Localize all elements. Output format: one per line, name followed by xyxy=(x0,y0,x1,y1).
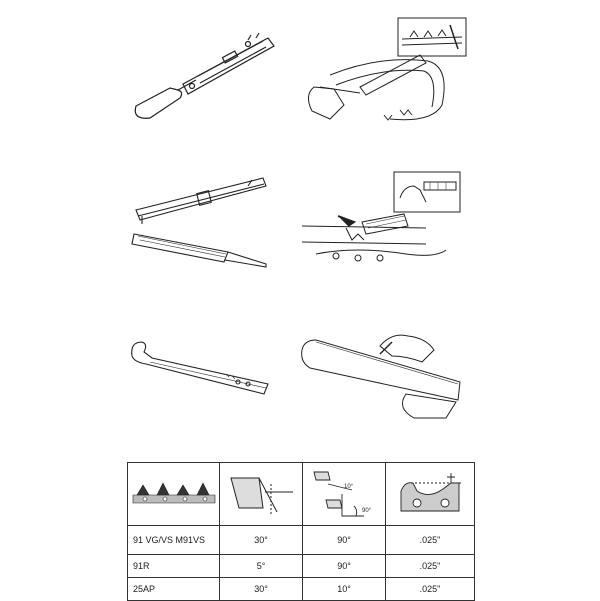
depth-gauge-cell: .025" xyxy=(386,526,475,555)
direction-arrow xyxy=(338,216,354,226)
file-handle xyxy=(135,88,181,118)
side-plate-angle-cell: 90° xyxy=(303,526,386,555)
depth-gauge-cell: .025" xyxy=(386,578,475,601)
model-cell: 25AP xyxy=(128,578,220,601)
checking-bar-rails xyxy=(296,322,466,420)
file-guide-with-handle xyxy=(128,28,278,120)
depth-gauge-tool-and-flat-file xyxy=(128,172,273,272)
upper-hand xyxy=(380,335,434,362)
table-row xyxy=(128,526,475,555)
side-plate-angle-icon-cell xyxy=(303,463,386,526)
side-plate-angle-cell: 90° xyxy=(303,555,386,578)
table-row xyxy=(128,578,475,601)
table-header-row xyxy=(128,463,475,526)
table-row xyxy=(128,555,475,578)
top-plate-angle-cell: 30° xyxy=(220,526,303,555)
depth-gauge-filing xyxy=(296,168,466,278)
side-angle-label: 90° xyxy=(362,508,372,514)
depth-gauge-icon-cell xyxy=(386,463,475,526)
filing-on-bar-chain xyxy=(300,15,470,125)
saw-chain-icon xyxy=(131,475,217,511)
chain-icon-cell xyxy=(128,463,220,526)
side-plate-angle-icon xyxy=(306,466,382,520)
spec-table xyxy=(127,462,475,601)
hand xyxy=(308,87,344,119)
model-cell: 91R xyxy=(128,555,220,578)
depth-gauge-tool xyxy=(136,178,266,220)
top-plate-angle-cell: 5° xyxy=(220,555,303,578)
file-guide-plate xyxy=(183,38,274,94)
top-plate-angle-cell: 30° xyxy=(220,578,303,601)
depth-gauge-cell: .025" xyxy=(386,555,475,578)
side-plate-angle-cell: 10° xyxy=(303,578,386,601)
model-cell: 91 VG/VS M91VS xyxy=(128,526,220,555)
top-plate-angle-icon-cell xyxy=(220,463,303,526)
detail-inset xyxy=(394,172,460,212)
tilt-angle-label: 10° xyxy=(344,484,354,490)
depth-gauge-icon xyxy=(391,467,469,519)
cleaning-hook-scraper xyxy=(128,338,273,400)
top-plate-angle-icon xyxy=(225,468,297,518)
guide-bar xyxy=(302,340,460,400)
flat-file-on-gauge xyxy=(362,214,408,234)
